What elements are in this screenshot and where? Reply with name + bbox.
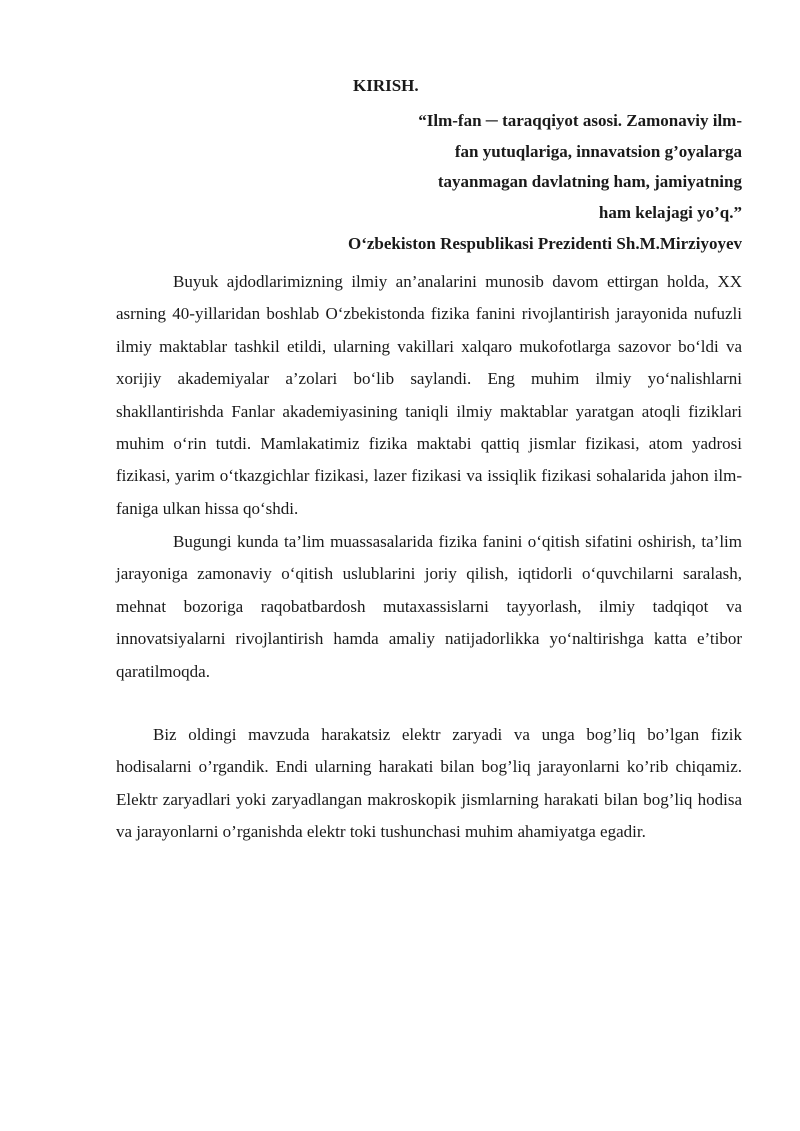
epigraph-author: O‘zbekiston Respublikasi Prezidenti Sh.M.Mirziyoyev — [348, 234, 742, 253]
epigraph-quote — [302, 106, 742, 228]
epigraph-line: tayanmagan davlatning ham, jamiyatning — [437, 172, 742, 191]
body-paragraph-2: Bugungi kunda ta’lim muassasalarida fizika fanini o‘qitish sifatini oshirish, ta’lim jarayoniga zamonaviy o‘qitish uslublarini joriy qilish, iqtidorli o‘quvchilarni saralash, mehnat bozoriga raqobatbardosh mutaxassislarni tayyorlash, ilmiy tadqiqot va innovatsiyalarni rivojlantirish hamda amaliy natijadorlikka yo‘naltirishga katta e’tibor qaratilmoqda. — [116, 532, 742, 681]
body-paragraph-3: Biz oldingi mavzuda harakatsiz elektr zaryadi va unga bog’liq bo’lgan fizik hodisalarni o’rgandik. Endi ularning harakati bilan bog’liq jarayonlarni ko’rib chiqamiz. Elektr zaryadlari yoki zaryadlangan makroskopik jismlarning harakati bilan bog’liq hodisa va jarayonlarni o’rganishda elektr toki tushunchasi muhim ahamiyatga egadir. — [116, 725, 742, 842]
epigraph-line: fan yutuqlariga, innavatsion g’oyalarga — [454, 141, 742, 161]
body-paragraph-1: Buyuk ajdodlarimizning ilmiy an’analarini munosib davom ettirgan holda, XX asrning 40-yillaridan boshlab O‘zbekistonda fizika fanini rivojlantirish jarayonida nufuzli ilmiy maktablar tashkil etildi, ularning vakillari xalqaro mukofotlarga sazovor bo‘ldi va xorijiy akademiyalar a’zolari bo‘lib saylandi. Eng muhim ilmiy yo‘nalishlarni shakllantirishda Fanlar akademiyasining taniqli ilmiy maktablar yaratgan atoqli fiziklari muhim o‘rin tutdi. Mamlakatimiz fizika maktabi qattiq jismlar fizikasi, atom yadrosi fizikasi, yarim o‘tkazgichlar fizikasi, lazer fizikasi va issiqlik fizikasi sohalarida jahon ilm-faniga ulkan hissa qo‘shdi. — [116, 272, 742, 518]
epigraph-line: ham kelajagi yo’q.” — [598, 202, 742, 222]
epigraph-line: “Ilm-fan ─ taraqqiyot asosi. Zamonaviy ilm- — [418, 111, 742, 130]
page-heading: KIRISH. — [353, 76, 419, 95]
